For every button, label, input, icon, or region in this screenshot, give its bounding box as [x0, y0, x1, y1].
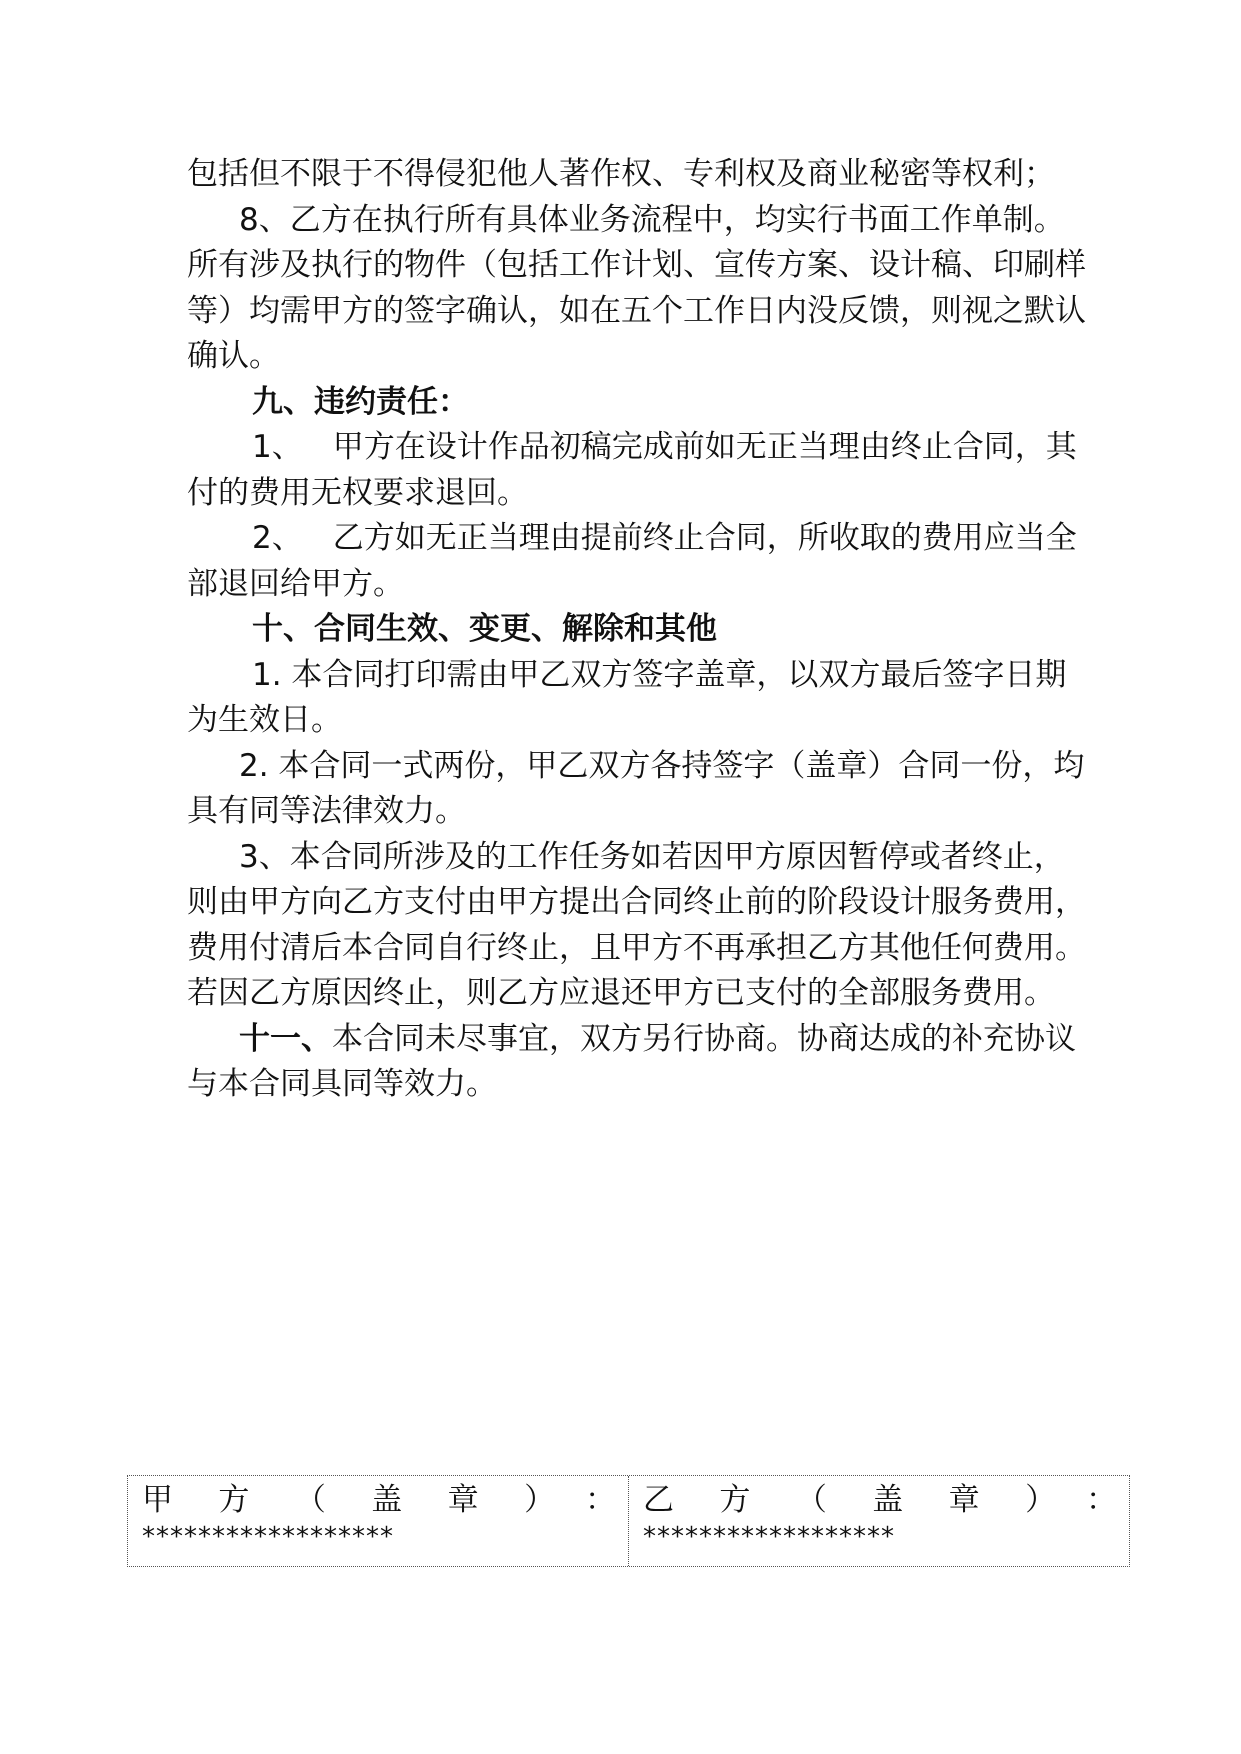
effect-clause-1: 1. 本合同打印需由甲乙双方签字盖章，以双方最后签字日期为生效日。: [187, 656, 1067, 738]
party-a-label: 甲方（盖章）：: [142, 1482, 618, 1518]
party-b-label: 乙方（盖章）：: [643, 1482, 1119, 1518]
signature-table: [127, 1475, 1130, 1567]
effect-clause-2: 2. 本合同一式两份，甲乙双方各持签字（盖章）合同一份，均具有同等法律效力。: [187, 747, 1085, 829]
clause-number: 2、: [252, 520, 303, 556]
section-heading-breach: 九、违约责任：: [252, 383, 469, 420]
effect-clause-3: 3、本合同所涉及的工作任务如若因甲方原因暂停或者终止，则由甲方向乙方支付由甲方提出合同终止前的阶段设计服务费用，费用付清后本合同自行终止，且甲方不再承担乙方其他任何费用。若因乙方原因终止，则乙方应退还甲方已支付的全部服务费用。: [187, 838, 1086, 1011]
party-b-cell: [628, 1476, 1129, 1566]
breach-clause-2: [187, 516, 1087, 607]
clause-continuation: 包括但不限于不得侵犯他人著作权、专利权及商业秘密等权利；: [187, 156, 1055, 192]
clause-11: [187, 1017, 1087, 1108]
clause-8: 8、乙方在执行所有具体业务流程中，均实行书面工作单制。所有涉及执行的物件（包括工作计划、宣传方案、设计稿、印刷样等）均需甲方的签字确认，如在五个工作日内没反馈，则视之默认确认。: [187, 201, 1086, 374]
party-a-cell: [128, 1476, 628, 1566]
clause-number: 1、: [252, 429, 303, 465]
breach-clause-1: [187, 425, 1087, 516]
clause-text: 乙方如无正当理由提前终止合同，所收取的费用应当全部退回给甲方。: [187, 520, 1077, 602]
contract-body: [187, 152, 1087, 1108]
party-b-value: ******************: [643, 1522, 895, 1552]
section-heading-effect: 十、合同生效、变更、解除和其他: [252, 611, 717, 647]
clause-number: 十一、: [239, 1020, 332, 1057]
clause-text: 本合同未尽事宜，双方另行协商。协商达成的补充协议与本合同具同等效力。: [187, 1020, 1076, 1102]
party-a-value: ******************: [142, 1522, 394, 1552]
clause-text: 甲方在设计作品初稿完成前如无正当理由终止合同，其付的费用无权要求退回。: [187, 429, 1077, 511]
